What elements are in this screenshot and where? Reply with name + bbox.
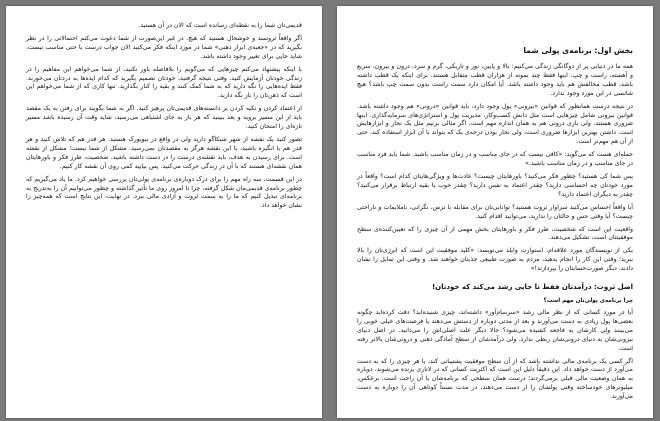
left-paragraph: اگر واقعاً ثروتمند و خوشحال هستید که هیچ. در غیر این‌صورت از شما دعوت می‌کنم احتمالاتی را در نظر بگیرید که در «جعبه‌ی ابزار ذهنی» شما در مورد اینکه فکر می‌کنید الان جواب درست یا حتی مناسب نیست، شاید جایی برای تغییر وجود داشته باشد. [26,34,302,60]
left-paragraph: قدیمی‌تان شما را به نقطه‌ای رسانده است که الان در آن هستید. [138,22,302,29]
left-paragraph: از اعتماد کردن و تکیه کردن بر دانسته‌های قدیمی‌تان پرهیز کنید. اگر به شما بگویند برای رفتن به یک مقصد باید از این مسیر بروید و بعد ببینید که هر بار به جای اشتباهی می‌رسید، شاید وقت آن رسیده باشد مسیر تازه‌ای را امتحان کنید. [26,105,302,131]
left-paragraph: تصور کنید یک نقشه از شهر شیکاگو دارید ولی در واقع در نیویورک هستید. هر قدر هم که تلاش کنید و هر قدر هم با انگیزه باشید، با این نقشه هرگز به مقصدتان نمی‌رسید. مشکل از شما نیست؛ مشکل از نقشه است. برای رسیدن به هدف، باید نقشه‌ی درست را در دست داشته باشید. شخصیت، طرز فکر و باورهایتان همان نقشه‌ای هستند که با آن در زندگی حرکت می‌کنید. پس بیایید کمی روی آن نقشه کار کنیم. [26,135,302,170]
left-paragraph: در این قسمت، سه راه مهم را برای درک دوباره‌ی برنامه‌ی پولی‌تان بررسی خواهیم کرد. ما یاد می‌گیریم که چطور برنامه‌ی قدیمی‌مان شکل گرفته، چرا تا امروز روی ما تأثیر گذاشته و چطور می‌توانیم آن را به‌تدریج به برنامه‌ای تبدیل کنیم که ما را به سمت ثروت و آزادی مالی ببرد. در نهایت، این نتایج است که همه‌چیز را نشان خواهد داد. [26,175,302,210]
section-heading: اصل ثروت: درآمدتان فقط تا جایی رشد می‌کند که خودتان! [431,283,633,292]
section-paragraph: آیا در مورد کسانی که از نظر مالی رشد «سرسام‌آور» داشته‌اند، چیزی شنیده‌اید؟ دقت کرده‌اید چگونه بعضی‌ها پول زیادی به دست می‌آورند و بعد از مدتی دوباره از دستش می‌دهند یا فرصت‌های خیلی خوبی را می‌بینند ولی کارشان به فاجعه کشیده می‌شود؟ حالا دیگر علت اصلی‌اش را می‌دانید. در اصل دنیای بیرونی‌شان به دنیای درونی‌شان ربطی ندارد. ولی درآمدشان از سطح آمادگی ذهنی و درونی‌شان بالاتر رفته است. [357,309,633,352]
left-paragraph: با اینکه پیشنهاد می‌کنم چیزهایی که می‌گویم را بلافاصله باور نکنید، از شما می‌خواهم این مفاهیم را در زندگی خودتان آزمایش کنید. وقتی نتیجه گرفتید، خودتان تصمیم بگیرید که کدام ایده‌ها به دردتان می‌خورند. فقط ایده‌هایی را نگه دارید که به شما کمک کنند و بقیه را کنار بگذارید. تنها کاری که از شما می‌خواهم این است که ذهن‌تان را باز نگه دارید. [26,65,302,100]
chapter-heading: بخش اول: برنامه‌ی پولی شما [523,46,633,55]
right-paragraph: در نتیجه درست همانطور که قوانین «بیرونی» پول وجود دارد، باید قوانین «درونی» هم وجود داشته باشد. قوانین بیرونی شامل چیزهایی است مثل دانش کسب‌وکار، مدیریت پول و استراتژی‌های سرمایه‌گذاری. اینها ضروری هستند. ولی بازی درونی هم به همان اندازه مهم است. اگر مثالی بزنیم مثل یک نجار و ابزارهایش است. داشتن بهترین ابزارها ضروری است، ولی نجار بودن درجه‌ی یک که بتواند با آن ابزار استفاده کند، حتی از آن هم مهم‌تر است. [357,102,633,146]
right-page [337,6,653,418]
page-gutter [324,0,335,421]
right-paragraph: آیا واقعاً احساس می‌کنید سزاوار ثروت هستید؟ توانایی‌تان برای مقابله با ترس، نگرانی، ناملایمات و ناراحتی چیست؟ آیا وقتی حس و حالتان را ندارید، می‌توانید اقدام کنید. [357,203,633,220]
right-paragraph: پس شما کی هستید؟ چطور فکر می‌کنید؟ باورهایتان چیست؟ عادت‌ها و ویژگی‌هایتان کدام است؟ واقعاً در مورد خودتان چه احساسی دارید؟ چقدر اعتماد به نفس دارید؟ چقدر خوب با بقیه ارتباط برقرار می‌کنید؟ چقدر به دیگران اعتماد دارید؟ [357,172,633,198]
subheading: چرا برنامه‌ی پولی‌تان مهم است؟ [543,298,633,305]
left-page [6,6,322,418]
right-paragraph: واقعیت این است که شخصیت، طرز فکر و باورهایتان بخش مهمی از آن چیزی را که تعیین‌کننده‌ی سطح موفقیتتان است، تشکیل می‌دهند. [357,225,633,242]
right-paragraph: یکی از نویسندگان مورد علاقه‌ام، استوارت وایلد می‌نویسد: «کلید موفقیت این است که انرژی‌تان را بالا ببرید؛ وقتی این کار را انجام بدهید، مردم به صورت طبیعی جذبتان خواهند شد. و وقتی این تمایل را نشان دادند، دیگر صورت‌حسابتان را بپردازند!» [357,247,633,273]
section-paragraph: اگر کسی یک برنامه‌ی مالی نداشته باشد که از آن سطح موفقیت پشتیبانی کند، یا هر چیزی را که به دست می‌آورد از دست خواهد داد. این دقیقاً دلیل این است که اکثریت کسانی که در لاتاری برنده می‌شوند، دوباره به همان وضعیت مالی قبلی برمی‌گردند؛ درست همان سطحی که برنامه‌شان با آن راحت است. برعکس، میلیونرهای خودساخته وقتی پولشان را از دست می‌دهند، در مدت نسبتاً کوتاهی آن را دوباره به دست می‌آورند. [357,357,633,401]
right-paragraph: جمله‌ای هست که می‌گوید: «کافی نیست که در جای مناسب و در زمان مناسب باشید. شما باید فرد مناسب در جای مناسب و در زمان مناسب باشید.» [357,151,633,168]
right-paragraph: همه ما در دنیایی پر از دوگانگی زندگی می‌کنیم: بالا و پایین، نور و تاریکی، گرم و سرد، درون و بیرون، سریع و آهسته، راست و چپ. اینها فقط چند نمونه از هزاران قطب متقابل هستند. برای اینکه یک قطب داشته باشد، قطب مخالفش هم باید وجود داشته باشد. آیا امکان دارد سمت راست بدون سمت چپ باشد؟ هیچ شانسی در این مورد وجود ندارد. [357,63,633,97]
